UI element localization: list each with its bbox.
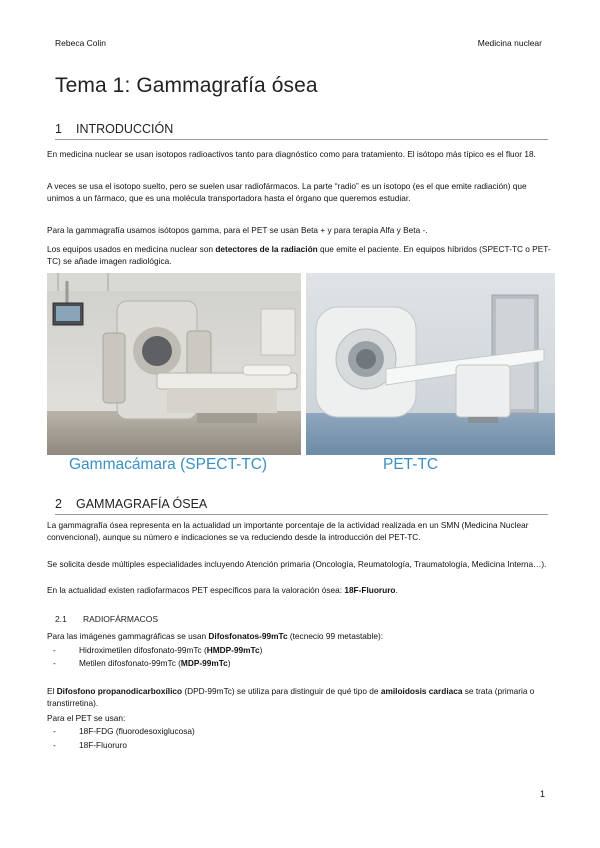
radiofarmacos-intro: Para las imágenes gammagráficas se usan Difosfonatos-99mTc (tecnecio 99 metastable): — [47, 631, 384, 641]
section-1-title: INTRODUCCIÓN — [76, 122, 174, 136]
list-dash: - — [53, 740, 56, 750]
bold-detectores: detectores de la radiación — [215, 244, 318, 254]
intro-paragraph-2: A veces se usa el isotopo suelto, pero se suelen usar radiofármacos. La parte “radio” es un isotopo (es el que emite radiación) que unimos a un fármaco, que es una molécula transportadora hasta el órgano que queremos estudiar. — [47, 181, 527, 204]
intro-paragraph-4: Los equipos usados en medicina nuclear son detectores de la radiación que emite el paciente. En equipos híbridos (SPECT-TC o PET-TC) se añade imagen radiológica. — [47, 244, 551, 267]
list-dash: - — [53, 658, 56, 668]
intro-paragraph-1: En medicina nuclear se usan isotopos radioactivos tanto para diagnóstico como para tratamiento. El isótopo más típico es el fluor 18. — [47, 149, 536, 159]
gammacamara-photo — [47, 273, 301, 455]
bone-scan-paragraph-3: En la actualidad existen radiofarmacos PET específicos para la valoración ósea: 18F-Fluoruro. — [47, 585, 398, 595]
subsection-2-1-number: 2.1 — [55, 614, 67, 624]
bold-18f-fluoruro: 18F-Fluoruro — [344, 585, 396, 595]
bone-scan-paragraph-1: La gammagrafía ósea representa en la actualidad un importante porcentaje de la actividad realizada en un SMN (Medicina Nuclear convencional), aunque su número e indicaciones se va reduciendo desde la introducción del PET-TC. — [47, 520, 529, 543]
page-number: 1 — [539, 789, 545, 799]
dpd-paragraph: El Difosfono propanodicarboxílico (DPD-99mTc) se utiliza para distinguir de qué tipo de amiloidosis cardiaca se trata (primaria o transtirretina). — [47, 686, 535, 709]
bold-difosfonatos: Difosfonatos-99mTc — [208, 631, 288, 641]
caption-pet-tc: PET-TC — [383, 456, 439, 473]
section-2-number: 2 — [55, 497, 62, 511]
page-title: Tema 1: Gammagrafía ósea — [55, 74, 318, 97]
caption-gammacamara: Gammacámara (SPECT-TC) — [69, 456, 268, 473]
subsection-2-1-title: RADIOFÁRMACOS — [83, 614, 159, 624]
intro-paragraph-3: Para la gammagrafía usamos isótopos gamma, para el PET se usan Beta + y para terapia Alfa y Beta -. — [47, 225, 428, 235]
list-dash: - — [53, 726, 56, 736]
section-1-number: 1 — [55, 122, 62, 136]
pet-intro: Para el PET se usan: — [47, 713, 126, 723]
header-subject: Medicina nuclear — [477, 38, 542, 48]
list-dash: - — [53, 645, 56, 655]
bone-scan-paragraph-2: Se solicita desde múltiples especialidades incluyendo Atención primaria (Oncología, Reumatología, Traumatología, Medicina Interna…). — [47, 559, 547, 569]
section-2-heading — [55, 497, 548, 515]
subsection-2-1-heading — [55, 614, 158, 624]
pet-tc-photo — [306, 273, 555, 455]
section-1-heading — [55, 122, 548, 140]
section-2-title: GAMMAGRAFÍA ÓSEA — [76, 497, 208, 511]
header-author: Rebeca Colin — [55, 38, 107, 48]
